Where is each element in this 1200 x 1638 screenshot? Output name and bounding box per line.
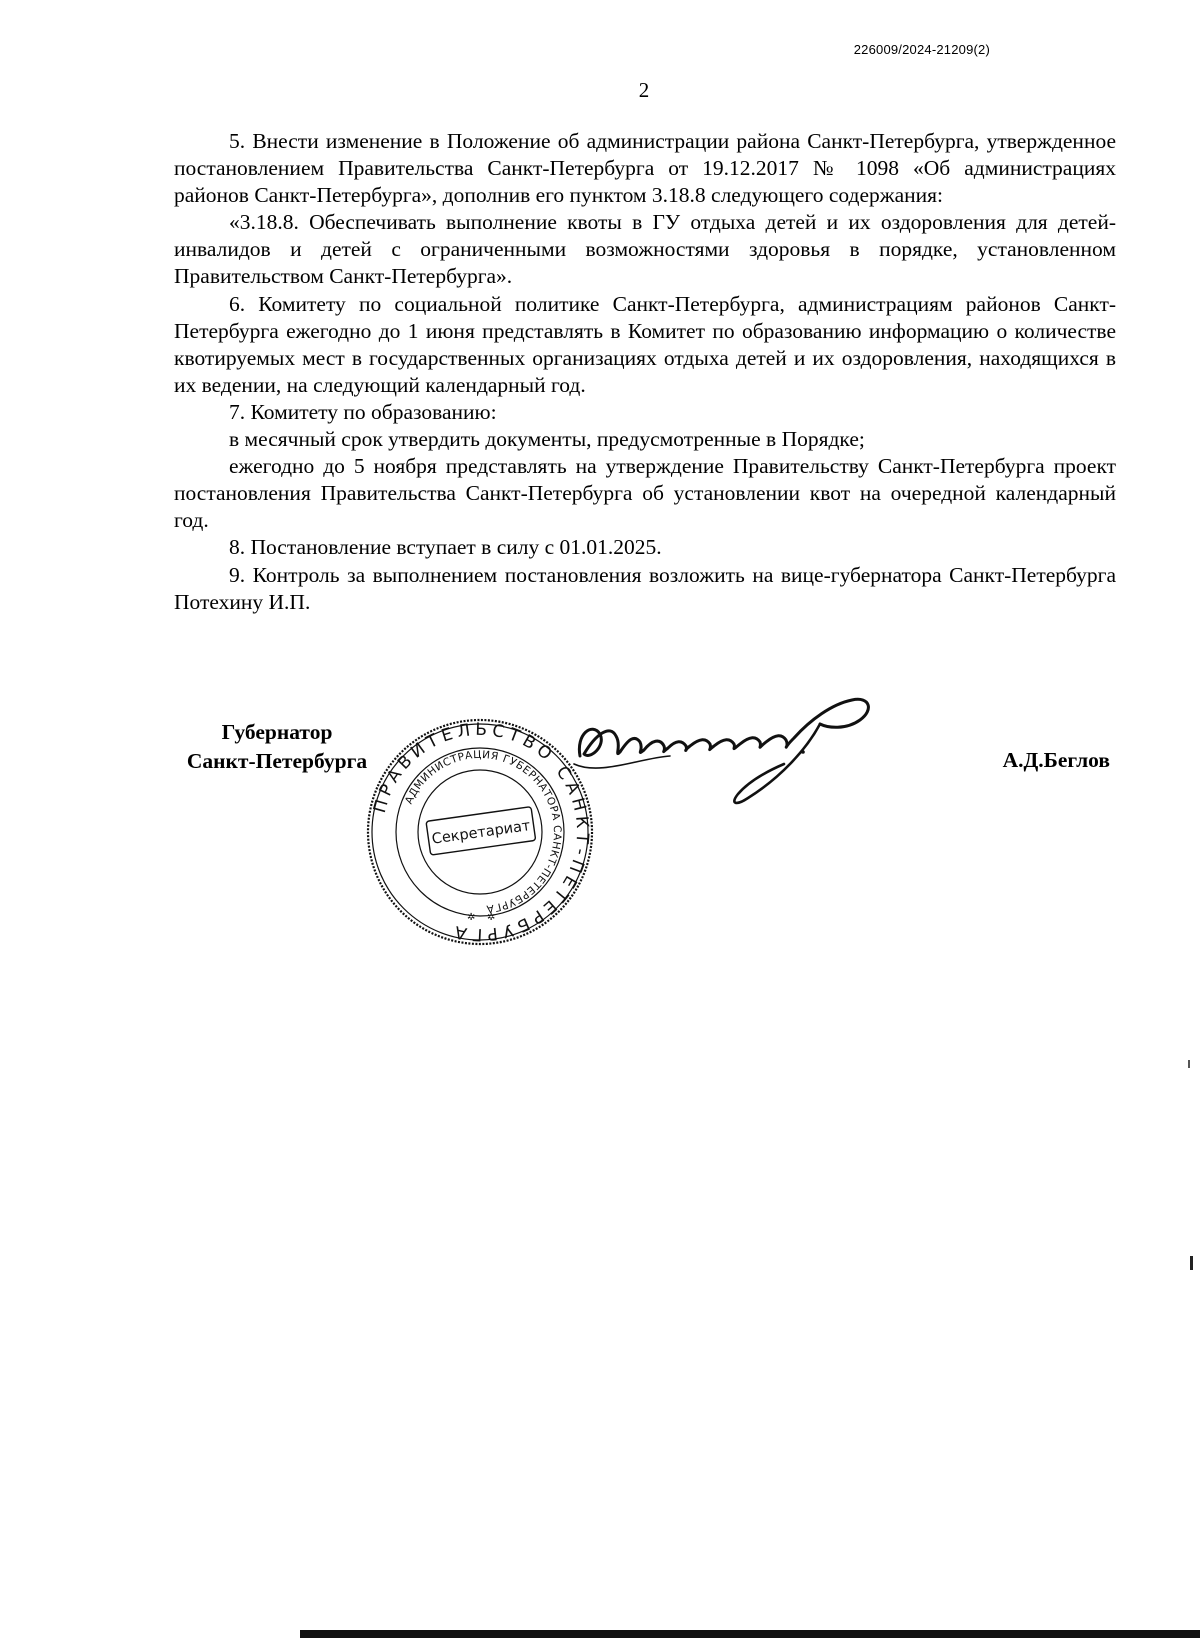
signature-graphic [570,694,930,814]
seal-center-text: Секретариат [430,818,532,848]
paragraph-8: 8. Постановление вступает в силу с 01.01.2025. [229,535,662,560]
paragraph-7-item-1: в месячный срок утвердить документы, предусмотренные в Порядке; [229,427,865,452]
paragraph-6: 6. Комитету по социальной политике Санкт-Петербурга, администрациям районов Санкт-Петербурга ежегодно до 1 июня представлять в Комитет по образованию информацию о количестве квотируемых мест в государственных организациях отдыха детей и их оздоровления, находящихся в их ведении, на следующий календарный год. [174,291,1116,397]
seal-star-right: ✲ [487,912,496,923]
seal-outer-text: ПРАВИТЕЛЬСТВО САНКТ-ПЕТЕРБУРГА [369,719,593,945]
scan-bottom-edge [300,1630,1200,1638]
signatory-name: А.Д.Беглов [1002,748,1110,772]
paragraph-9: 9. Контроль за выполнением постановления возложить на вице-губернатора Санкт-Петербурга Потехину И.П. [174,562,1116,614]
seal-star-left: ✲ [467,912,476,923]
scan-artifact [1188,1060,1190,1068]
scan-artifact [1190,1256,1193,1270]
page-number: 2 [638,78,650,102]
seal-graphic [362,714,598,950]
paragraph-5: 5. Внести изменение в Положение об администрации района Санкт-Петербурга, утвержденное постановлением Правительства Санкт-Петербурга от 19.12.2017 № 1098 «Об администрациях районов Санкт-Петербурга», дополнив его пунктом 3.18.8 следующего содержания: [174,129,1116,208]
paragraph-7-item-2: ежегодно до 5 ноября представлять на утверждение Правительству Санкт-Петербурга проект постановления Правительства Санкт-Петербурга об установлении квот на очередной календарный год. [174,454,1116,533]
seal-inner-text: АДМИНИСТРАЦИЯ ГУБЕРНАТОРА САНКТ-ПЕТЕРБУРГА [402,748,564,915]
handwritten-signature [570,694,930,814]
position-city: Санкт-Петербурга [186,749,368,773]
official-seal [362,714,598,950]
document-registration-number: 226009/2024-21209(2) [853,42,990,57]
document-body [174,128,1116,616]
paragraph-5-quote: «3.18.8. Обеспечивать выполнение квоты в ГУ отдыха детей и их оздоровления для детей-инвалидов и детей с ограниченными возможностями здоровья в порядке, установленном Правительством Санкт-Петербурга». [174,210,1116,289]
paragraph-7: 7. Комитету по образованию: [229,399,497,424]
signatory-position [172,718,382,776]
position-title: Губернатор [221,720,333,744]
